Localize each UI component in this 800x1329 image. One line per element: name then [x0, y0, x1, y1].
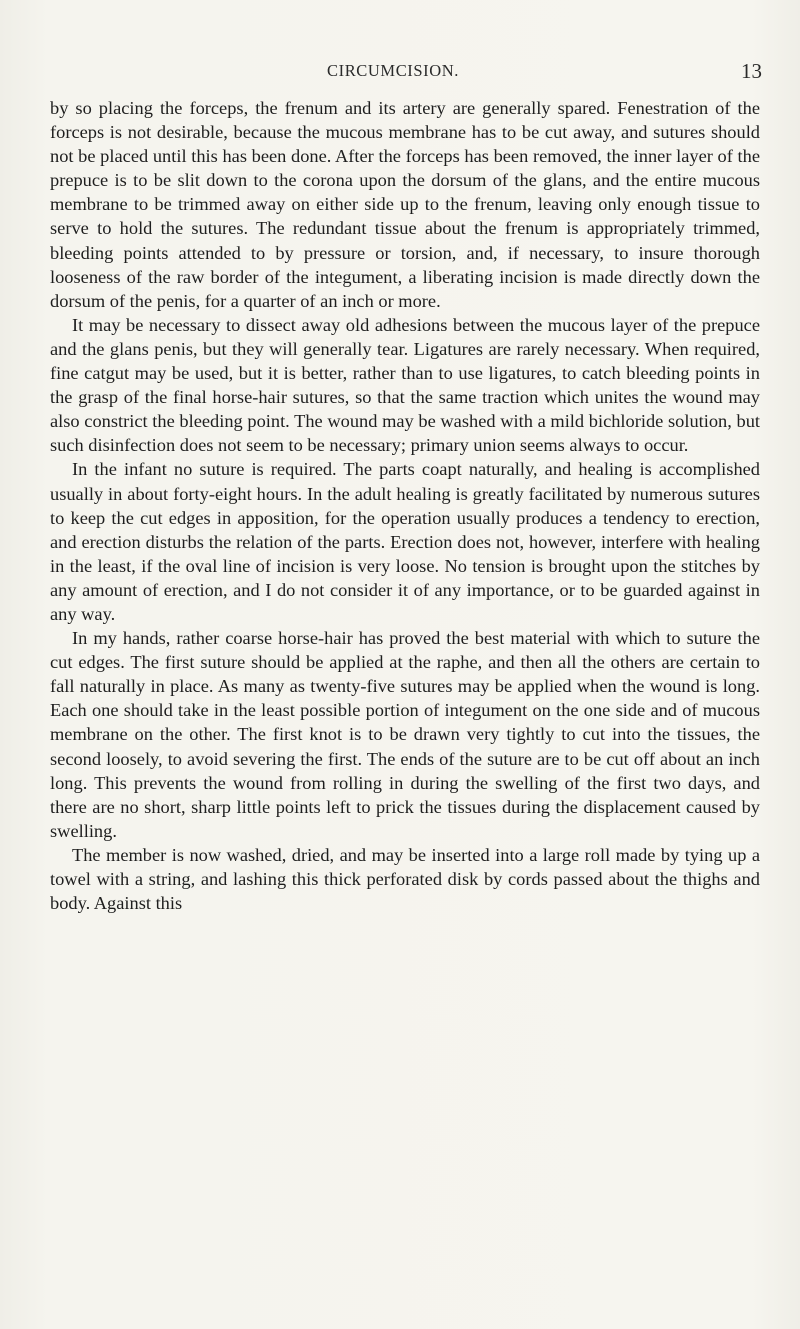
page-number: 13	[741, 59, 762, 83]
running-title: CIRCUMCISION.	[327, 61, 460, 80]
paragraph: In my hands, rather coarse horse-hair has proved the best material with which to suture the cut edges. The first suture should be applied at the raphe, and then all the others are certain to fall naturally in place. As many as twenty-five sutures may be applied when the wound is long. Each one should take in the least possible portion of integument on the one side and of mucous membrane on the other. The first knot is to be drawn very tightly to cut into the tissues, the second loosely, to avoid severing the first. The ends of the suture are to be cut off about an inch long. This prevents the wound from rolling in during the swelling of the first two days, and there are no short, sharp little points left to prick the tissues during the displacement caused by swelling.	[50, 628, 760, 841]
paragraph: The member is now washed, dried, and may be inserted into a large roll made by tying up a towel with a string, and lashing this thick perforated disk by cords passed about the thighs and body. Against this	[50, 844, 760, 914]
paragraph: It may be necessary to dissect away old adhesions between the mucous layer of the prepuce and the glans penis, but they will generally tear. Ligatures are rarely necessary. When required, fine catgut may be used, but it is better, rather than to use ligatures, to catch bleeding points in the grasp of the final horse-hair sutures, so that the same traction which unites the wound may also constrict the bleeding point. The wound may be washed with a mild bichloride solution, but such disinfection does not seem to be necessary; primary union seems always to occur.	[50, 314, 760, 456]
body-text	[50, 96, 760, 915]
paragraph-continued: by so placing the forceps, the frenum and its artery are generally spared. Fenestration of the forceps is not desirable, because the mucous membrane has to be cut away, and sutures should not be placed until this has been done. After the forceps has been removed, the inner layer of the prepuce is to be slit down to the corona upon the dorsum of the glans, and the entire mucous membrane to be trimmed away on either side up to the frenum, leaving only enough tissue to serve to hold the sutures. The redundant tissue about the frenum is appropriately trimmed, bleeding points attended to by pressure or torsion, and, if necessary, to insure thorough looseness of the raw border of the integument, a liberating incision is made directly down the dorsum of the penis, for a quarter of an inch or more.	[50, 98, 760, 311]
running-head	[0, 61, 800, 85]
paragraph: In the infant no suture is required. The parts coapt naturally, and healing is accomplished usually in about forty-eight hours. In the adult healing is greatly facilitated by numerous sutures to keep the cut edges in apposition, for the operation usually produces a tendency to erection, and erection disturbs the relation of the parts. Erection does not, however, interfere with healing in the least, if the oval line of incision is very loose. No tension is brought upon the stitches by any amount of erection, and I do not consider it of any importance, or to be guarded against in any way.	[50, 459, 760, 624]
